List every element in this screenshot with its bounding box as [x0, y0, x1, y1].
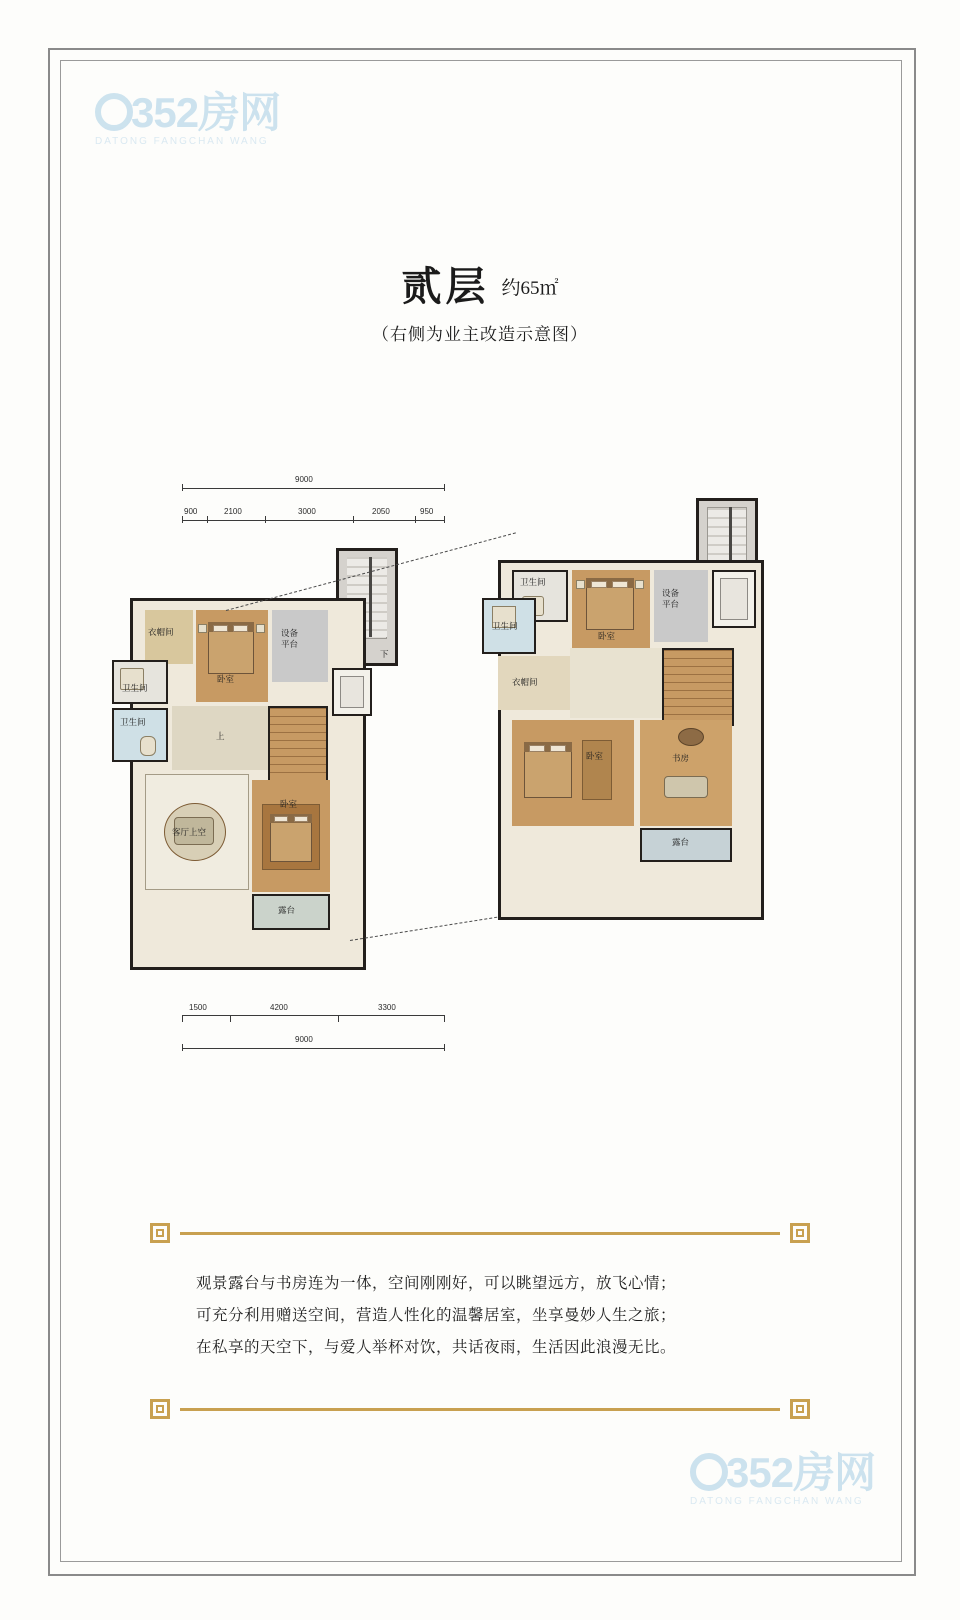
ornament-bottom: [150, 1398, 810, 1420]
dim-tick: [230, 1015, 231, 1022]
room-left-bedroom-north-label: 卧室: [217, 674, 235, 684]
left-window-box: [332, 668, 372, 716]
room-right-terrace-label: 露台: [672, 837, 690, 847]
left-corridor-arrow: 上: [216, 731, 225, 741]
dim-top-total-line: [182, 488, 444, 489]
room-left-bath-upper: [112, 660, 168, 704]
dim-tick: [182, 1044, 183, 1051]
dim-tick: [444, 1044, 445, 1051]
ornament-top: [150, 1222, 810, 1244]
room-right-study: [640, 720, 732, 826]
room-right-cloakroom-label: 衣帽间: [512, 677, 538, 687]
dim-top-seg-3: 3000: [298, 507, 316, 516]
ornament-key-left-2: [150, 1399, 170, 1419]
dim-bottom-seg-line: [182, 1015, 444, 1016]
description-line-1: 观景露台与书房连为一体，空间刚刚好，可以眺望远方，放飞心情；: [196, 1275, 677, 1292]
right-inner-stair: [662, 648, 734, 726]
dim-bottom-total: 9000: [295, 1035, 313, 1044]
room-left-cloakroom-label: 衣帽间: [148, 627, 174, 637]
room-left-bedroom-south: [252, 780, 330, 892]
room-left-bedroom-north: [196, 610, 268, 702]
dim-bottom-total-line: [182, 1048, 444, 1049]
room-left-bath-lower-label: 卫生间: [120, 717, 146, 727]
ornament-bar-2: [180, 1408, 780, 1411]
dim-tick: [353, 516, 354, 523]
room-right-study-label: 书房: [672, 753, 690, 763]
ornament-key-right-2: [790, 1399, 810, 1419]
dim-tick: [338, 1015, 339, 1022]
dim-top-seg-5: 950: [420, 507, 434, 516]
dim-top-seg-2: 2100: [224, 507, 242, 516]
dim-tick: [415, 516, 416, 523]
page-area: 约65㎡: [501, 278, 559, 299]
description-line-3: 在私享的天空下，与爱人举杯对饮，共话夜雨，生活因此浪漫无比。: [196, 1338, 677, 1356]
dim-tick: [182, 484, 183, 491]
dim-top-seg-4: 2050: [372, 507, 390, 516]
left-inner-stair: [268, 706, 328, 784]
room-left-equipment-platform-label: 设备 平台: [281, 628, 299, 650]
dim-tick: [207, 516, 208, 523]
dim-top-seg-1: 900: [184, 507, 198, 516]
room-left-living-void-label: 客厅上空: [172, 827, 207, 837]
dim-tick: [182, 516, 183, 523]
title-block: [0, 255, 960, 345]
dim-bottom-seg-1: 1500: [189, 1003, 207, 1012]
room-left-terrace-label: 露台: [278, 905, 296, 915]
dim-top-total: 9000: [295, 475, 313, 484]
watermark-subtext-2: DATONG FANGCHAN WANG: [690, 1496, 864, 1507]
room-right-bath-top-label: 卫生间: [520, 577, 546, 587]
room-left-bath-upper-label: 卫生间: [122, 683, 148, 693]
floorplan-drawing: [100, 470, 860, 1070]
right-window-box: [712, 570, 756, 628]
dim-tick: [444, 1015, 445, 1022]
room-right-bedroom-main-label: 卧室: [586, 751, 604, 761]
dim-bottom-seg-2: 4200: [270, 1003, 288, 1012]
description-block: [196, 1268, 776, 1363]
room-left-bedroom-south-label: 卧室: [280, 799, 298, 809]
ornament-key-left: [150, 1223, 170, 1243]
watermark-text: 352房网: [131, 89, 281, 136]
dim-tick: [444, 516, 445, 523]
page-subtitle: （右侧为业主改造示意图）: [372, 325, 588, 344]
description-line-2: 可充分利用赠送空间，营造人性化的温馨居室，坐享曼妙人生之旅；: [196, 1306, 677, 1324]
right-corridor: [570, 648, 662, 718]
ornament-key-right: [790, 1223, 810, 1243]
room-right-bath-west-label: 卫生间: [492, 621, 518, 631]
dim-tick: [265, 516, 266, 523]
room-right-bedroom-main: [512, 720, 634, 826]
left-stair-down-label: 下: [380, 649, 389, 659]
room-right-bedroom-north-label: 卧室: [598, 631, 616, 641]
ornament-bar: [180, 1232, 780, 1235]
room-right-equipment-platform-label: 设备 平台: [662, 588, 680, 610]
dim-tick: [444, 484, 445, 491]
dim-top-seg-line: [182, 520, 444, 521]
page-title: 贰层: [401, 264, 490, 309]
dim-bottom-seg-3: 3300: [378, 1003, 396, 1012]
dim-tick: [182, 1015, 183, 1022]
watermark-text-2: 352房网: [726, 1449, 876, 1496]
watermark-subtext: DATONG FANGCHAN WANG: [95, 136, 269, 147]
